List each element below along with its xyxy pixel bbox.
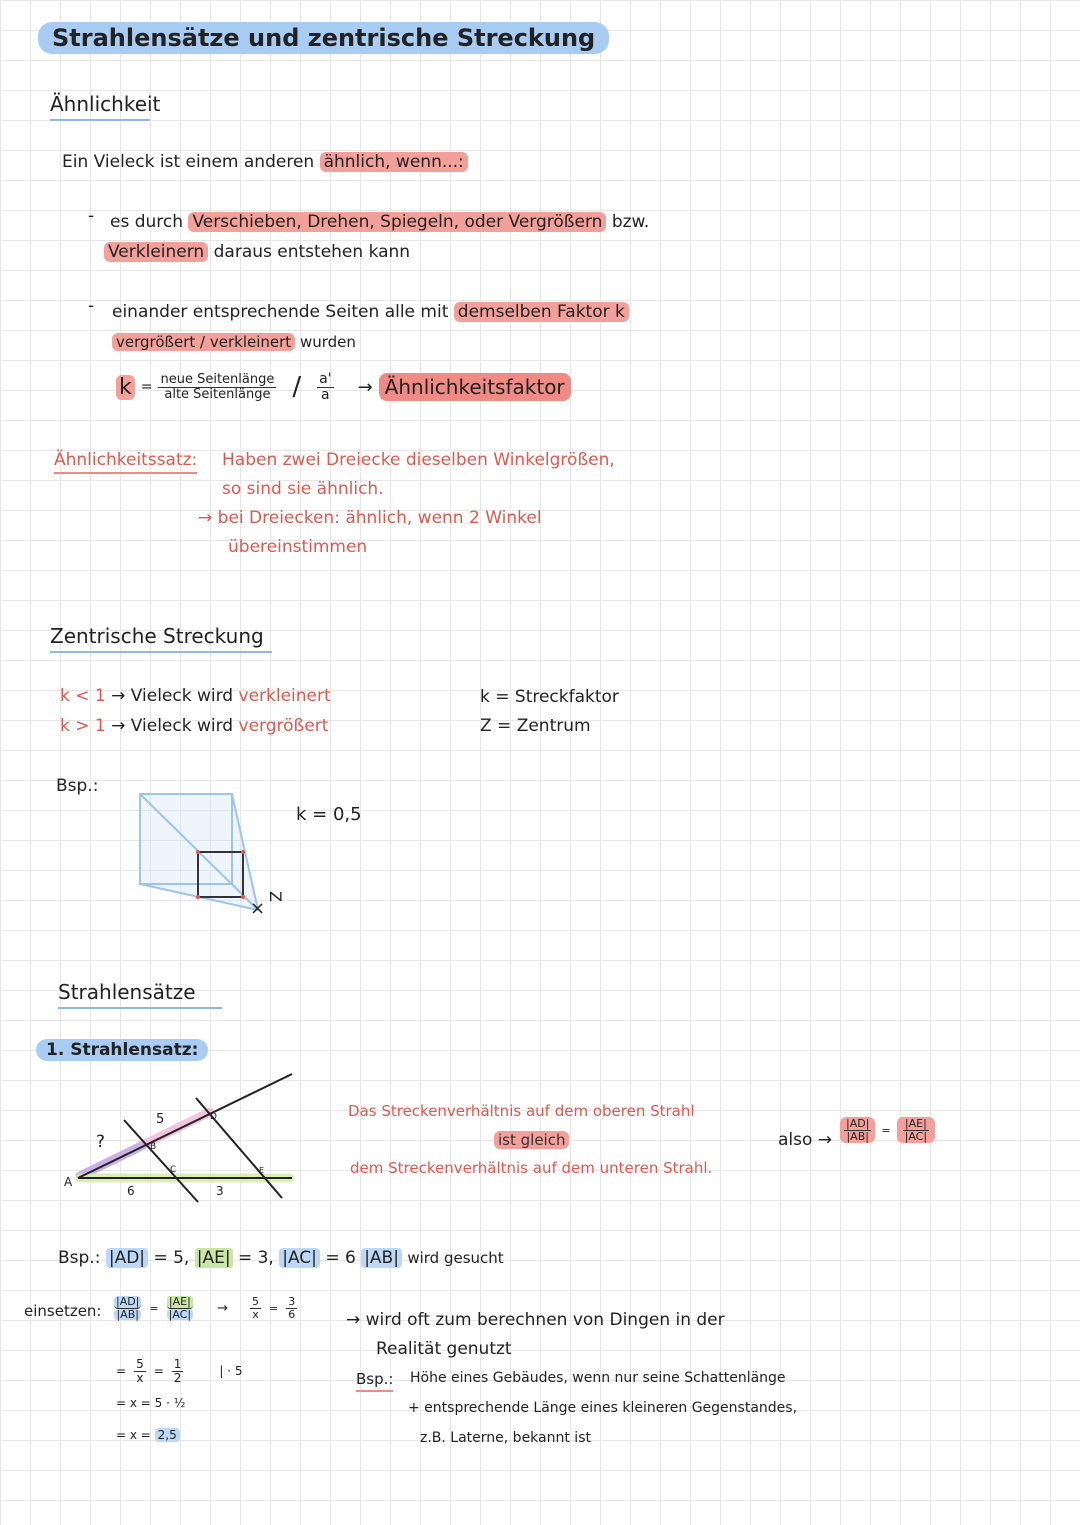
label-a: A xyxy=(64,1175,73,1189)
note-bsp: Bsp.: xyxy=(356,1370,393,1392)
rule-2-condition: k > 1 xyxy=(60,716,106,736)
bullet-2-highlight: demselben Faktor k xyxy=(454,302,629,322)
zentrum-mark: × xyxy=(250,898,266,919)
step-4-text: = x = xyxy=(116,1428,151,1442)
k-value: k = 0,5 xyxy=(296,804,362,825)
section-heading-strahlensaetze: Strahlensätze xyxy=(58,980,222,1009)
bullet-2-highlight-2: vergrößert / verkleinert xyxy=(112,333,295,351)
eq-left-num: |AD| xyxy=(116,1295,140,1308)
satz-line-3: → bei Dreiecken: ähnlich, wenn 2 Winkel xyxy=(198,508,542,528)
upper-ray xyxy=(78,1074,292,1178)
satz-line-4: übereinstimmen xyxy=(228,537,368,557)
label-6: 6 xyxy=(127,1184,135,1198)
note-line-3: Höhe eines Gebäudes, wenn nur seine Schattenlänge xyxy=(410,1370,786,1386)
formula-denominator: alte Seitenlänge xyxy=(164,386,271,402)
given-ad: |AD| xyxy=(106,1248,148,1268)
eq-right-num: |AE| xyxy=(168,1295,191,1308)
given-ac: |AC| xyxy=(279,1248,320,1268)
satz-line-2: so sind sie ähnlich. xyxy=(222,479,384,499)
page-title-text: Strahlensätze und zentrische Streckung xyxy=(38,22,609,54)
einsetzen-equation xyxy=(114,1296,297,1320)
intro-highlight: ähnlich, wenn...: xyxy=(320,152,468,172)
definition-z: Z = Zentrum xyxy=(480,716,591,736)
given-ab: |AB| xyxy=(361,1248,402,1268)
ratio-left xyxy=(840,1117,875,1143)
zentrum-label: Z xyxy=(265,891,285,902)
bullet-1-highlight-2: Verkleinern xyxy=(104,242,208,262)
rule-2-result: vergrößert xyxy=(238,716,329,736)
formula-k: k xyxy=(116,375,135,400)
label-5: 5 xyxy=(156,1112,165,1127)
note-line-5: z.B. Laterne, bekannt ist xyxy=(420,1430,591,1446)
given-ac-val: = 6 xyxy=(325,1248,356,1268)
step-2-frac-1-num: 5 xyxy=(136,1357,144,1371)
bullet-dash-1: - xyxy=(88,206,95,226)
eq-arrow: → xyxy=(217,1300,228,1316)
formula-name: Ähnlichkeitsfaktor xyxy=(379,373,571,401)
formula-equals: = xyxy=(140,379,153,396)
eq-frac-5x xyxy=(250,1296,261,1320)
ratio-formula xyxy=(840,1117,935,1143)
section-heading-zentrisch: Zentrische Streckung xyxy=(50,624,272,653)
rule-1-text: → Vieleck wird xyxy=(111,686,234,706)
formula-numerator: neue Seitenlänge xyxy=(160,372,275,388)
bullet-2-text-a: einander entsprechende Seiten alle mit xyxy=(112,302,449,322)
rule-1-condition: k < 1 xyxy=(60,686,106,706)
step-2 xyxy=(116,1358,243,1384)
step-2-eq: = xyxy=(116,1364,127,1379)
step-4-result: 2,5 xyxy=(155,1428,180,1442)
rule-2-text: → Vieleck wird xyxy=(111,716,234,736)
step-2-frac-1 xyxy=(134,1358,146,1384)
given-ae: |AE| xyxy=(196,1248,231,1268)
eq-left xyxy=(114,1296,141,1320)
parallel-de xyxy=(196,1098,282,1198)
label-question: ? xyxy=(96,1132,106,1152)
eq-equals: = xyxy=(149,1301,159,1315)
step-2-op: | · 5 xyxy=(219,1364,243,1379)
eq-equals-2: = xyxy=(268,1301,279,1315)
eq-right-den: |AC| xyxy=(168,1307,192,1321)
label-e: E xyxy=(259,1166,265,1175)
step-2-eq2: = xyxy=(153,1364,164,1379)
eq-frac-5x-num: 5 xyxy=(251,1295,259,1308)
note-line-2: Realität genutzt xyxy=(376,1339,512,1359)
bullet-1-highlight: Verschieben, Drehen, Spiegeln, oder Vergrößern xyxy=(188,212,606,232)
formula-numerator-2: a' xyxy=(319,371,332,387)
step-4 xyxy=(116,1428,180,1442)
given-ab-text: wird gesucht xyxy=(407,1249,504,1267)
label-c: C xyxy=(170,1165,177,1175)
bullet-2-text-b: wurden xyxy=(299,333,356,351)
note-bsp-label xyxy=(356,1370,393,1388)
bullet-dash-2: - xyxy=(88,296,95,316)
explanation-line-3: dem Streckenverhältnis auf dem unteren Strahl. xyxy=(350,1159,713,1177)
ratio-right-den: |AC| xyxy=(904,1129,928,1143)
eq-frac-36-num: 3 xyxy=(288,1295,296,1308)
einsetzen-label: einsetzen: xyxy=(24,1302,102,1320)
ratio-equals: = xyxy=(881,1123,891,1137)
given-ae-val: = 3, xyxy=(237,1248,274,1268)
step-2-frac-1-den: x xyxy=(136,1370,144,1385)
given-bsp: Bsp.: xyxy=(58,1248,101,1268)
example-label: Bsp.: xyxy=(56,776,99,796)
intro-text: Ein Vieleck ist einem anderen xyxy=(62,152,315,172)
step-2-frac-2-num: 1 xyxy=(173,1357,182,1371)
label-3: 3 xyxy=(216,1184,224,1198)
formula-denominator-2: a xyxy=(321,386,330,403)
ratio-left-num: |AD| xyxy=(846,1117,870,1130)
eq-frac-36-den: 6 xyxy=(288,1307,296,1321)
explanation-line-1: Das Streckenverhältnis auf dem oberen Strahl xyxy=(348,1102,695,1120)
satz-line-1: Haben zwei Dreiecke dieselben Winkelgrößen, xyxy=(222,450,615,470)
bullet-1-text-b: bzw. xyxy=(611,212,650,232)
formula-arrow: → xyxy=(357,376,373,398)
explanation-line-2 xyxy=(494,1131,569,1149)
note-line-4: + entsprechende Länge eines kleineren Gegenstandes, xyxy=(408,1400,798,1416)
step-2-frac-2 xyxy=(172,1358,184,1384)
step-2-frac-2-den: 2 xyxy=(173,1370,182,1385)
label-b: B xyxy=(150,1142,157,1152)
bullet-1-text-c: daraus entstehen kann xyxy=(213,242,411,262)
step-3: = x = 5 · ½ xyxy=(116,1396,186,1410)
formula-slash: / xyxy=(292,372,302,403)
ratio-right xyxy=(897,1117,935,1143)
given-ad-val: = 5, xyxy=(153,1248,190,1268)
sub-heading-text: 1. Strahlensatz: xyxy=(36,1039,208,1061)
also-label: also → xyxy=(778,1130,833,1150)
explanation-highlight: ist gleich xyxy=(494,1131,569,1149)
definition-k: k = Streckfaktor xyxy=(480,687,619,707)
eq-left-den: |AB| xyxy=(116,1307,139,1321)
eq-frac-36 xyxy=(286,1296,297,1320)
eq-frac-5x-den: x xyxy=(252,1307,259,1321)
label-d: D xyxy=(210,1112,217,1122)
ratio-left-den: |AB| xyxy=(846,1129,869,1143)
rule-1-result: verkleinert xyxy=(238,686,331,706)
section-heading-aehnlichkeit: Ähnlichkeit xyxy=(50,92,150,121)
eq-right xyxy=(167,1296,193,1320)
satz-label: Ähnlichkeitssatz: xyxy=(54,450,197,474)
bullet-1-text-a: es durch xyxy=(110,212,184,232)
given-values xyxy=(58,1248,504,1268)
note-line-1: → wird oft zum berechnen von Dingen in der xyxy=(346,1310,725,1330)
ratio-right-num: |AE| xyxy=(904,1117,927,1130)
